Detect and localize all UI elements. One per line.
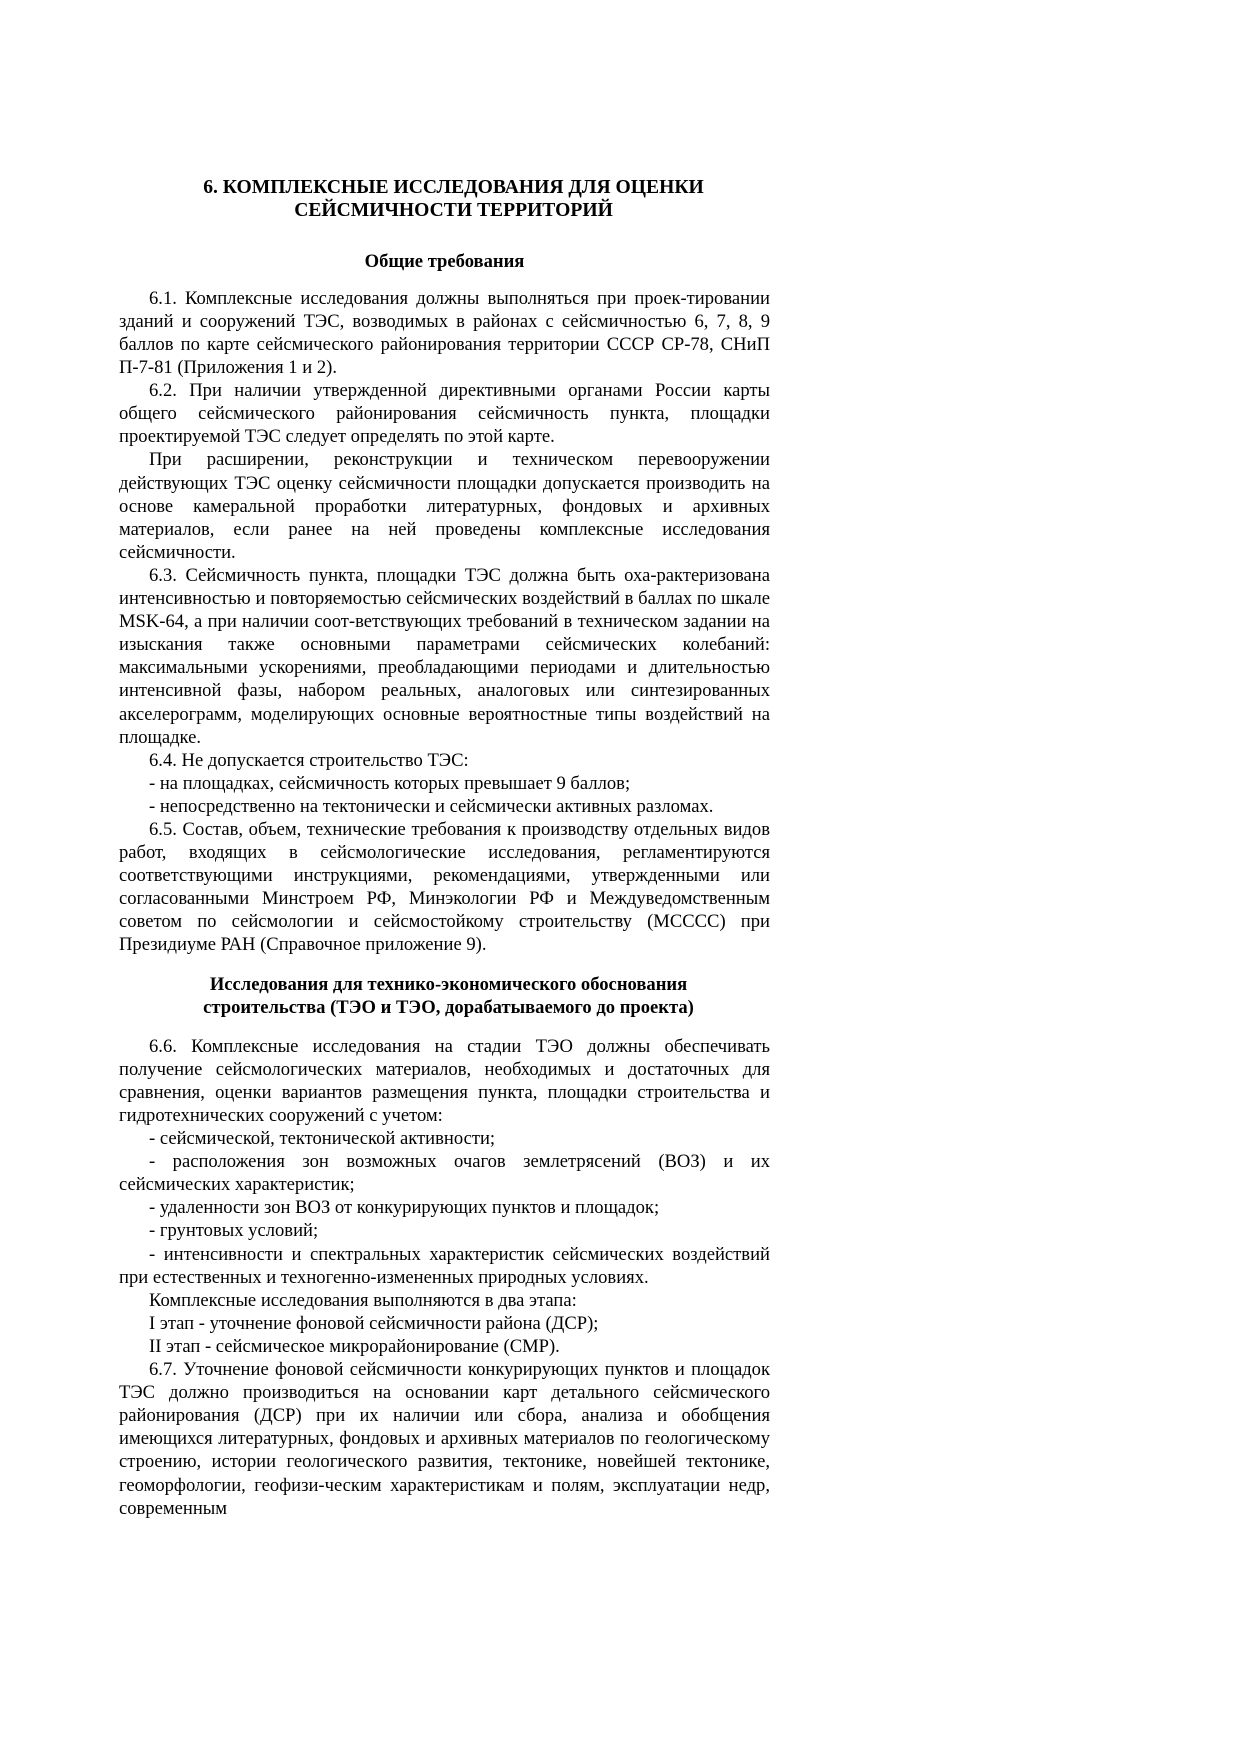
list-item-active-faults: - непосредственно на тектонически и сейсмически активных разломах. <box>149 795 714 817</box>
chapter-heading <box>119 176 770 223</box>
list-item-voz-zones: - расположения зон возможных очагов землетрясений (ВОЗ) и их сейсмических характеристик; <box>119 1151 770 1196</box>
list-item-ground-conditions: - грунтовых условий; <box>149 1220 319 1242</box>
document-body <box>119 176 770 1520</box>
chapter-heading-line-1: 6. КОМПЛЕКСНЫЕ ИССЛЕДОВАНИЯ ДЛЯ ОЦЕНКИ <box>203 177 704 198</box>
paragraph-6-3: 6.3. Сейсмичность пункта, площадки ТЭС должна быть оха-рактеризована интенсивностью и повторяемостью сейсмических воздействий в баллах по шкале MSK-64, а при наличии соот-ветствующих требований в техническом задании на изыскания также основными параметрами сейсмических колебаний: максимальными ускорениями, преобладающими периодами и длительностью интенсивной фазы, набором реальных, аналоговых или синтезированных акселерограмм, моделирующих основные вероятностные типы воздействий на площадке. <box>119 564 770 748</box>
section-general-body <box>119 287 770 957</box>
list-item-intensity: - интенсивности и спектральных характеристик сейсмических воздействий при естественных и техногенно-измененных природных условиях. <box>119 1243 770 1288</box>
paragraph-expansion: При расширении, реконструкции и техническом перевооружении действующих ТЭС оценку сейсмичности площадки допускается производить на основе камеральной проработки литературных, фондовых и архивных материалов, если ранее на ней проведены комплексные исследования сейсмичности. <box>119 449 770 563</box>
list-item-voz-distance: - удаленности зон ВОЗ от конкурирующих пунктов и площадок; <box>149 1197 660 1219</box>
stage-2: II этап - сейсмическое микрорайонирование (СМР). <box>149 1335 560 1357</box>
section-title-feasibility-line-1: Исследования для технико-экономического обоснования <box>209 973 688 995</box>
chapter-heading-line-2: СЕЙСМИЧНОСТИ ТЕРРИТОРИЙ <box>294 200 613 222</box>
paragraph-6-1: 6.1. Комплексные исследования должны выполняться при проек-тировании зданий и сооружений ТЭС, возводимых в районах с сейсмичностью 6, 7, 8, 9 баллов по карте сейсмического районирования территории СССР СР-78, СНиП П-7-81 (Приложения 1 и 2). <box>119 287 770 379</box>
paragraph-two-stages: Комплексные исследования выполняются в два этапа: <box>149 1289 577 1311</box>
paragraph-6-2: 6.2. При наличии утвержденной директивными органами России карты общего сейсмического районирования сейсмичность пункта, площадки проектируемой ТЭС следует определять по этой карте. <box>119 380 770 448</box>
paragraph-6-4: 6.4. Не допускается строительство ТЭС: <box>149 749 469 771</box>
section-title-general: Общие требования <box>364 250 525 272</box>
stage-1: I этап - уточнение фоновой сейсмичности района (ДСР); <box>149 1312 599 1334</box>
list-item-activity: - сейсмической, тектонической активности; <box>149 1128 496 1150</box>
paragraph-6-7: 6.7. Уточнение фоновой сейсмичности конкурирующих пунктов и площадок ТЭС должно производиться на основании карт детального сейсмического районирования (ДСР) при их наличии или сбора, анализа и обобщения имеющихся литературных, фондовых и архивных материалов по геологическому строению, истории геологического развития, тектонике, новейшей тектонике, геоморфологии, геофизи-ческим характеристикам и полям, эксплуатации недр, современным <box>119 1359 770 1519</box>
section-title-feasibility-line-2: строительства (ТЭО и ТЭО, дорабатываемого до проекта) <box>203 996 694 1018</box>
list-item-over-9-points: - на площадках, сейсмичность которых превышает 9 баллов; <box>149 772 631 794</box>
section-title-feasibility <box>119 973 770 1019</box>
paragraph-6-6: 6.6. Комплексные исследования на стадии ТЭО должны обеспечивать получение сейсмологических материалов, необходимых и достаточных для сравнения, оценки вариантов размещения пункта, площадки строительства и гидротехнических сооружений с учетом: <box>119 1035 770 1126</box>
paragraph-6-5: 6.5. Состав, объем, технические требования к производству отдельных видов работ, входящих в сейсмологические исследования, регламентируются соответствующими инструкциями, рекомендациями, утвержденными или согласованными Минстроем РФ, Минэкологии РФ и Междуведомственным советом по сейсмологии и сейсмостойкому строительству (МСССС) при Президиуме РАН (Справочное приложение 9). <box>119 818 770 956</box>
section-feasibility-body <box>119 1035 770 1520</box>
